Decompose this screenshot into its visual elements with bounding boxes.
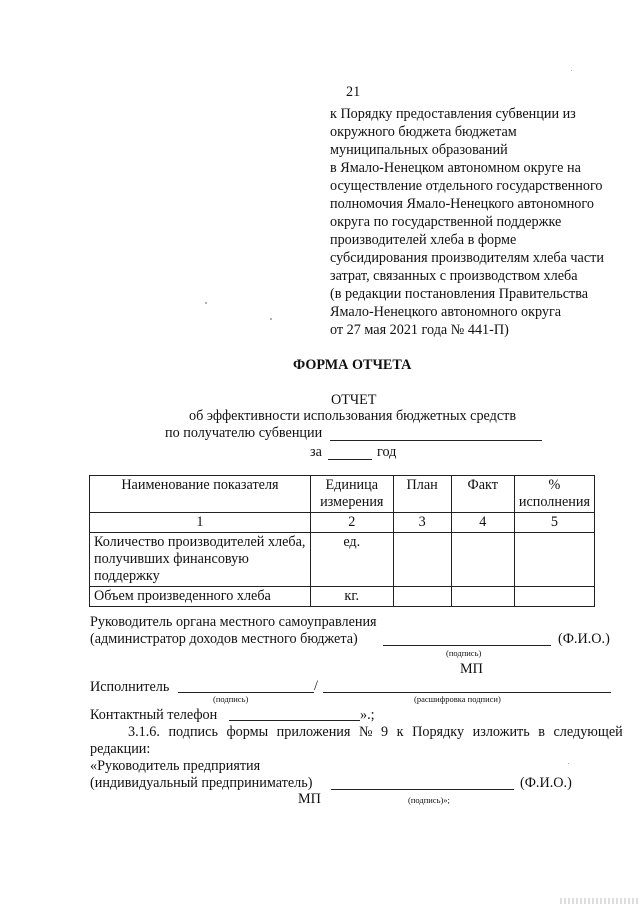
header-line: производителей хлеба в форме (330, 232, 517, 248)
slash: / (314, 678, 318, 694)
header-line: от 27 мая 2021 года № 441-П) (330, 322, 509, 338)
header-line: затрат, связанных с производством хлеба (330, 268, 578, 284)
paragraph-line1: 3.1.6. подпись формы приложения № 9 к Порядку изложить в следующей (128, 724, 623, 740)
for-label: за (310, 444, 322, 460)
header-cell: % исполнения (514, 476, 594, 513)
executor-decoding-caption: (расшифровка подписи) (414, 694, 501, 704)
number-cell: 2 (310, 513, 393, 533)
table-header-row (90, 476, 595, 513)
header-cell: План (393, 476, 451, 513)
header-line: (в редакции постановления Правительства (330, 286, 589, 302)
page-number: 21 (346, 84, 361, 100)
quote-stamp-label: МП (298, 791, 321, 807)
executor-signature-caption: (подпись) (213, 694, 249, 704)
head-signature-caption: (подпись) (446, 648, 482, 658)
header-line: муниципальных образований (330, 142, 508, 158)
paragraph-line2: редакции: (90, 741, 151, 757)
stamp-place-label: МП (460, 661, 483, 677)
table-row (90, 533, 595, 587)
quote-line2: (индивидуальный предприниматель) (90, 775, 313, 791)
indicator-name: Количество производителей хлеба, получивших финансовую поддержку (90, 533, 311, 587)
report-title: ОТЧЕТ (331, 392, 377, 408)
scan-speck (205, 302, 207, 304)
header-line: окружного бюджета бюджетам (330, 124, 517, 140)
header-line: к Порядку предоставления субвенции из (330, 106, 576, 122)
scan-speck (270, 318, 272, 320)
indicator-unit: кг. (310, 587, 393, 607)
quote-signature-blank[interactable] (331, 789, 514, 790)
quote-signature-caption: (подпись)»; (408, 795, 450, 805)
table-number-row (90, 513, 595, 533)
head-fio-label: (Ф.И.О.) (558, 631, 610, 647)
header-cell: Факт (451, 476, 514, 513)
fact-cell[interactable] (451, 587, 514, 607)
phone-blank[interactable] (229, 720, 360, 721)
report-table (89, 475, 595, 607)
form-title: ФОРМА ОТЧЕТА (293, 357, 412, 373)
executor-decoding-blank[interactable] (323, 692, 611, 693)
head-title-line2: (администратор доходов местного бюджета) (90, 631, 358, 647)
number-cell: 4 (451, 513, 514, 533)
quote-line1: «Руководитель предприятия (90, 758, 261, 774)
header-line: полномочия Ямало-Ненецкого автономного (330, 196, 594, 212)
quote-fio-label: (Ф.И.О.) (520, 775, 572, 791)
executor-label: Исполнитель (90, 679, 170, 695)
header-line: осуществление отдельного государственного (330, 178, 603, 194)
header-line: в Ямало-Ненецком автономном округе на (330, 160, 581, 176)
executor-signature-blank[interactable] (178, 692, 314, 693)
header-cell: Единица измерения (310, 476, 393, 513)
report-subtitle: об эффективности использования бюджетных средств (189, 408, 517, 424)
number-cell: 3 (393, 513, 451, 533)
recipient-blank[interactable] (330, 440, 542, 441)
phone-end: ».; (360, 707, 375, 723)
header-line: округа по государственной поддержке (330, 214, 562, 230)
number-cell: 1 (90, 513, 311, 533)
indicator-unit: ед. (310, 533, 393, 587)
year-label: год (377, 444, 397, 460)
table-row (90, 587, 595, 607)
percent-cell[interactable] (514, 533, 594, 587)
head-signature-blank[interactable] (383, 645, 551, 646)
recipient-label: по получателю субвенции (165, 425, 323, 441)
header-line: субсидирования производителям хлеба части (330, 250, 604, 266)
head-title-line1: Руководитель органа местного самоуправления (90, 614, 377, 630)
percent-cell[interactable] (514, 587, 594, 607)
plan-cell[interactable] (393, 587, 451, 607)
year-blank[interactable] (328, 459, 372, 460)
fact-cell[interactable] (451, 533, 514, 587)
plan-cell[interactable] (393, 533, 451, 587)
phone-label: Контактный телефон (90, 707, 218, 723)
scan-speck (568, 763, 569, 764)
number-cell: 5 (514, 513, 594, 533)
header-cell: Наименование показателя (90, 476, 311, 513)
approval-header (330, 105, 604, 339)
header-line: Ямало-Ненецкого автономного округа (330, 304, 562, 320)
scan-edge (560, 898, 640, 904)
indicator-name: Объем произведенного хлеба (90, 587, 311, 607)
scan-speck (571, 70, 572, 71)
